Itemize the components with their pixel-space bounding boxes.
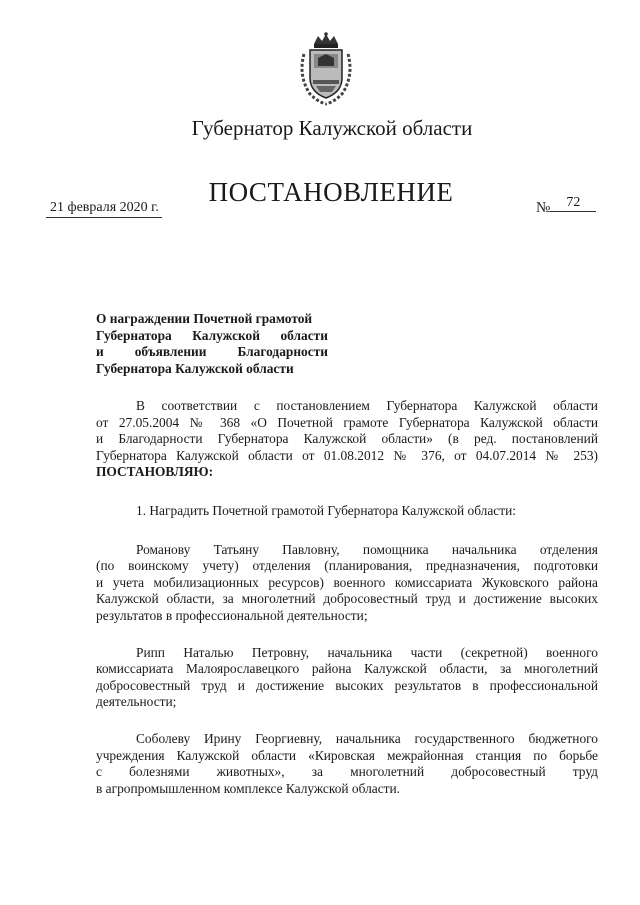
document-type-title: ПОСТАНОВЛЕНИЕ <box>208 177 454 207</box>
document-subject <box>96 311 328 377</box>
word: болезнями <box>129 764 190 780</box>
award-paragraph <box>96 645 598 711</box>
issuing-authority: Губернатор Калужской области <box>191 116 473 140</box>
resolve-word: ПОСТАНОВЛЯЮ: <box>96 464 214 480</box>
text-line: деятельности; <box>96 694 177 710</box>
word: с <box>253 398 260 413</box>
text-line: и учета мобилизационных ресурсов) военного комиссариата Жуковского района <box>96 574 598 590</box>
word: Павловну, <box>282 541 340 557</box>
word: Губернатора <box>96 327 172 343</box>
text-line: от 27.05.2004 № 368 «О Почетной грамоте Губернатора Калужской области <box>96 414 598 430</box>
word: Губернатора <box>386 398 458 413</box>
text-line: Соболеву Ирину Георгиевну, начальника государственного бюджетного <box>136 730 598 746</box>
word: В <box>136 398 145 413</box>
text-line: и Благодарности Губернатора Калужской области» (в ред. постановлений <box>96 431 598 447</box>
kaluga-coat-of-arms-icon <box>296 32 356 106</box>
word: начальника <box>327 644 393 660</box>
word: области <box>280 327 328 343</box>
text-line: Калужской области, за многолетний добросовестный труд и достижение высоких <box>96 591 598 607</box>
word: части <box>410 644 443 660</box>
number-sign: № <box>536 200 551 216</box>
word: Татьяну <box>213 541 260 557</box>
word: многолетний <box>350 764 425 780</box>
word: добросовестный <box>451 764 546 780</box>
word: отделения <box>539 541 598 557</box>
word: военного <box>546 644 598 660</box>
document-number <box>536 195 596 218</box>
word: соответствии <box>161 398 238 413</box>
subject-line <box>96 344 328 361</box>
word: и <box>96 344 104 359</box>
text-line: результатов в профессиональной деятельности; <box>96 607 368 623</box>
word: объявлении <box>134 344 207 359</box>
word: Рипп <box>136 644 165 660</box>
document-body <box>96 398 598 797</box>
word: Петровну, <box>251 644 310 660</box>
document-date: 21 февраля 2020 г. <box>46 200 162 218</box>
item-heading: 1. Наградить Почетной грамотой Губернатора Калужской области: <box>136 502 516 518</box>
award-paragraph <box>96 731 598 797</box>
preamble-paragraph <box>96 398 598 481</box>
text-line: добросовестный труд и достижение высоких результатов в профессиональной <box>96 677 598 693</box>
text-line: в агропромышленном комплексе Калужской области. <box>96 780 401 796</box>
subject-line: Губернатора Калужской области <box>96 360 294 376</box>
subject-line <box>96 328 328 345</box>
word: труд <box>572 764 598 780</box>
word: Калужской <box>473 398 537 413</box>
word: с <box>96 764 102 780</box>
word: области <box>553 398 598 413</box>
word: животных», <box>216 764 285 780</box>
word: Благодарности <box>237 344 328 359</box>
word: за <box>311 764 323 780</box>
word: помощника <box>362 541 429 557</box>
text-line <box>96 398 598 415</box>
text-line: Губернатора Калужской области от 01.08.2012 № 376, от 04.07.2014 № 253) <box>96 447 598 463</box>
word: Романову <box>136 541 191 557</box>
award-paragraph <box>96 542 598 625</box>
word: Наталью <box>183 644 234 660</box>
text-line: комиссариата Малоярославецкого района Калужской области, за многолетний <box>96 661 598 677</box>
number-value: 72 <box>550 195 596 212</box>
word: (секретной) <box>460 644 528 660</box>
subject-line: О награждении Почетной грамотой <box>96 311 313 326</box>
text-line <box>96 764 598 781</box>
word: Калужской <box>192 327 260 343</box>
word: постановлением <box>276 398 370 413</box>
text-line: учреждения Калужской области «Кировская межрайонная станция по борьбе <box>96 747 598 763</box>
text-line <box>96 542 598 559</box>
text-line: (по воинскому учету) отделения (планирования, предназначения, подготовки <box>96 558 598 574</box>
word: начальника <box>451 541 517 557</box>
text-line <box>96 645 598 662</box>
